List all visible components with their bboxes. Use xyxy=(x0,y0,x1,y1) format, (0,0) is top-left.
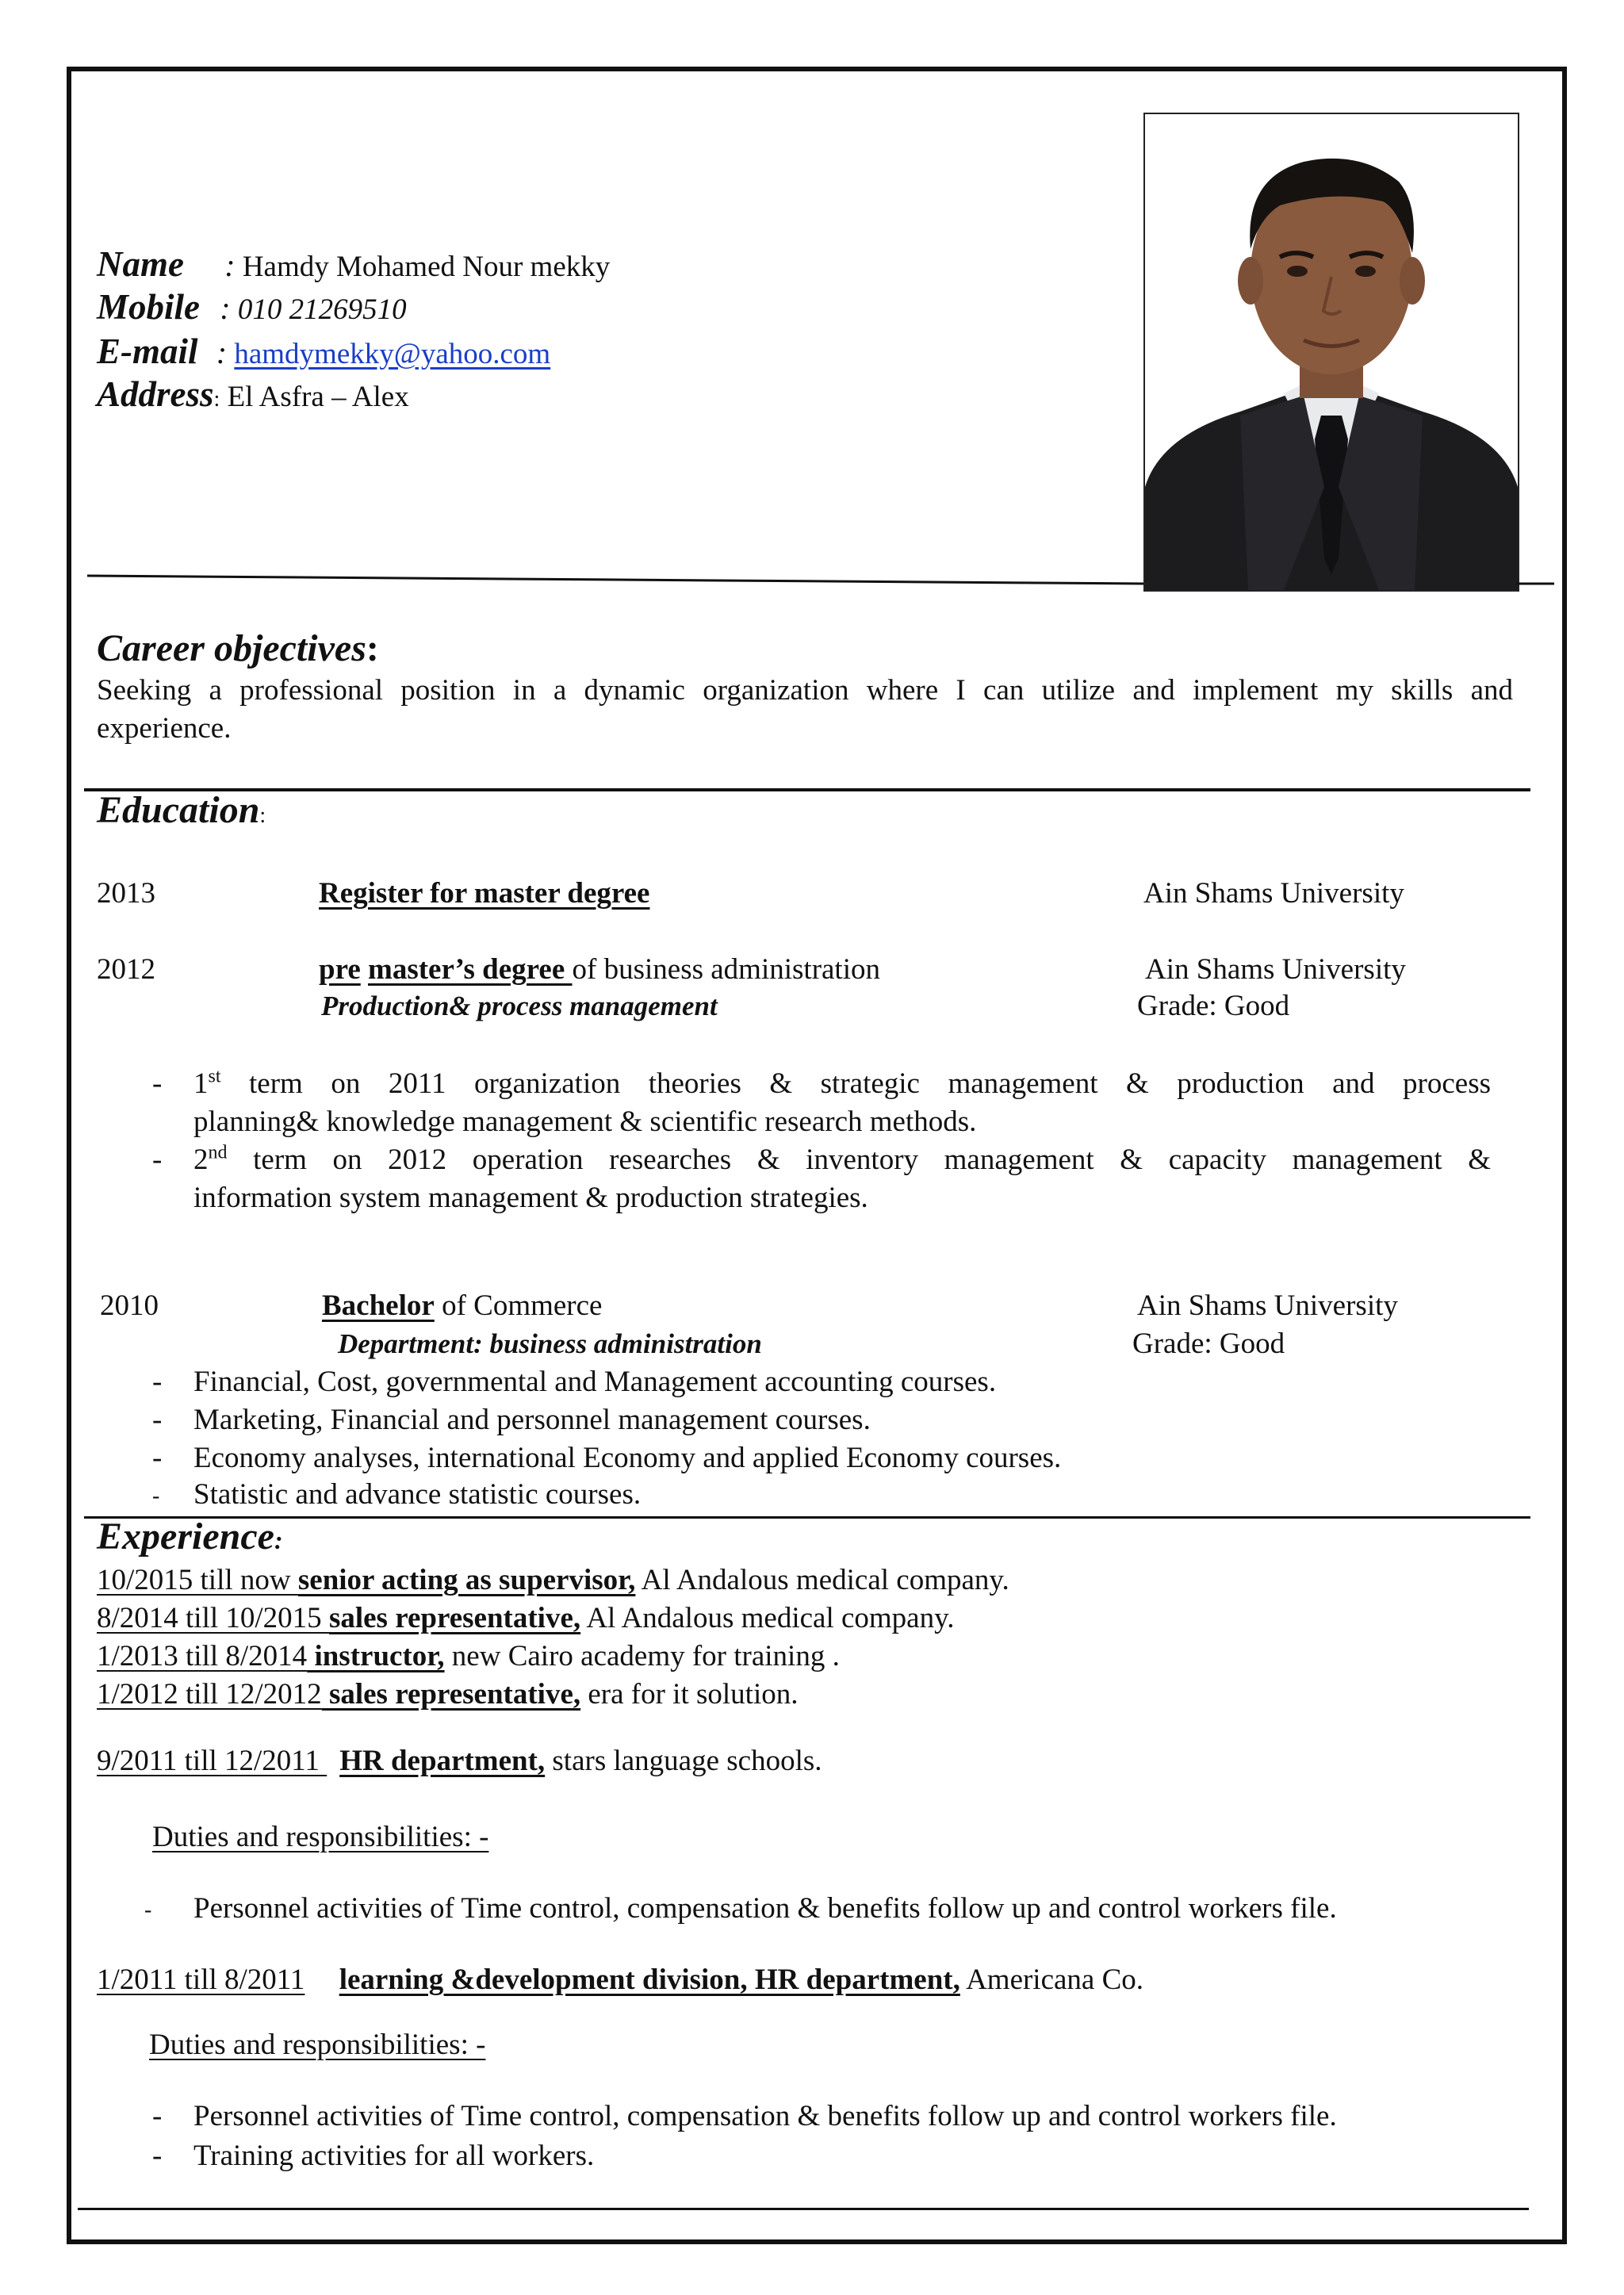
duties-1-item-1-dash: - xyxy=(144,1898,152,1922)
duties-1-label: Duties and responsibilities: - xyxy=(152,1821,489,1853)
job-6-period: 1/2011 till 8/2011 xyxy=(97,1964,305,1996)
edu-2012-bullet-1-line-1 xyxy=(193,1066,1491,1102)
edu-2010-institution: Ain Shams University xyxy=(1137,1289,1398,1322)
footer-divider xyxy=(78,2208,1529,2210)
edu-2012-bullet-2-line-2: information system management & production strategies. xyxy=(193,1182,868,1214)
job-3-company: new Cairo academy for training . xyxy=(444,1640,840,1672)
edu-2010-bullet-4: Statistic and advance statistic courses. xyxy=(193,1478,642,1511)
edu-2013-institution: Ain Shams University xyxy=(1143,877,1404,910)
edu-2013-title: Register for master degree xyxy=(319,877,650,910)
edu-2012-year: 2012 xyxy=(97,953,155,986)
job-1-role: senior acting as supervisor, xyxy=(297,1564,636,1596)
edu-2010-bullet-3: Economy analyses, international Economy and applied Economy courses. xyxy=(193,1442,1062,1474)
edu-2012-bullet-1-sup: st xyxy=(208,1066,221,1087)
edu-2012-bullet-2-dash: - xyxy=(152,1144,163,1176)
job-3-period: 1/2013 till 8/2014 xyxy=(97,1640,308,1672)
edu-2010-bullet-2: Marketing, Financial and personnel management courses. xyxy=(193,1404,871,1436)
job-3-role: instructor, xyxy=(307,1640,445,1672)
experience-divider xyxy=(84,1516,1530,1519)
edu-2010-title-main: Bachelor xyxy=(322,1289,435,1322)
mobile-row xyxy=(97,289,407,328)
job-1 xyxy=(97,1562,1009,1599)
job-5-period: 9/2011 till 12/2011 xyxy=(97,1745,327,1777)
edu-2010-bullet-1: Financial, Cost, governmental and Management accounting courses. xyxy=(193,1366,997,1398)
job-2-company: Al Andalous medical company. xyxy=(580,1602,955,1634)
job-6-company: Americana Co. xyxy=(959,1964,1144,1996)
job-3 xyxy=(97,1638,840,1675)
address-row xyxy=(97,376,409,418)
mobile-value: 010 21269510 xyxy=(237,293,407,326)
job-1-period: 10/2015 till now xyxy=(97,1564,298,1596)
edu-2012-bullet-2-line-1 xyxy=(193,1142,1491,1178)
profile-photo xyxy=(1143,113,1519,592)
job-4-role: sales representative, xyxy=(321,1678,581,1711)
profile-photo-icon xyxy=(1145,114,1518,590)
job-4 xyxy=(97,1676,798,1713)
address-colon: : xyxy=(213,387,220,412)
email-colon: : xyxy=(216,335,228,370)
edu-2012-bullet-1-num: 1 xyxy=(193,1067,209,1100)
duties-2-item-2: Training activities for all workers. xyxy=(193,2140,595,2172)
edu-2010-department: Department: business administration xyxy=(338,1328,762,1359)
experience-heading xyxy=(97,1515,283,1558)
job-4-company: era for it solution. xyxy=(580,1678,799,1711)
edu-2010-title xyxy=(322,1288,602,1324)
edu-2010-bullet-3-dash: - xyxy=(152,1442,163,1474)
job-2-role: sales representative, xyxy=(328,1602,581,1634)
edu-2010-bullet-4-dash: - xyxy=(152,1484,160,1508)
job-6 xyxy=(97,1962,1143,1998)
email-link[interactable]: hamdymekky@yahoo.com xyxy=(234,338,551,370)
education-heading-text: Education xyxy=(97,789,260,831)
job-2 xyxy=(97,1600,954,1637)
edu-2012-title-b: master’s degree xyxy=(368,953,573,986)
edu-2012-title-a: pre xyxy=(319,953,361,986)
email-label: E-mail xyxy=(97,331,198,371)
name-row xyxy=(97,246,610,285)
mobile-label: Mobile xyxy=(97,287,200,327)
edu-2012-title xyxy=(319,952,880,988)
edu-2010-grade: Grade: Good xyxy=(1132,1328,1285,1360)
career-line-1: Seeking a professional position in a dynamic organization where I can utilize and implement my skills and xyxy=(97,674,1513,707)
career-line-2: experience. xyxy=(97,712,232,745)
name-label: Name xyxy=(97,244,184,284)
edu-2013-year: 2013 xyxy=(97,877,155,910)
address-label: Address xyxy=(97,374,214,414)
duties-2-label: Duties and responsibilities: - xyxy=(149,2029,486,2061)
edu-2010-bullet-1-dash: - xyxy=(152,1366,163,1398)
duties-2-item-1-dash: - xyxy=(152,2100,163,2132)
career-heading xyxy=(97,626,379,670)
edu-2010-bullet-2-dash: - xyxy=(152,1404,163,1436)
job-5-company: stars language schools. xyxy=(545,1745,822,1777)
edu-2012-specialization: Production& process management xyxy=(321,990,718,1021)
duties-2-item-1: Personnel activities of Time control, compensation & benefits follow up and control workers file. xyxy=(193,2100,1337,2132)
edu-2012-bullet-1-dash: - xyxy=(152,1067,163,1100)
experience-heading-text: Experience xyxy=(97,1515,274,1557)
job-1-company: Al Andalous medical company. xyxy=(635,1564,1009,1596)
education-heading-colon: : xyxy=(259,803,266,828)
edu-2012-bullet-2-sup: nd xyxy=(208,1142,228,1163)
edu-2012-title-rest: of business administration xyxy=(572,953,880,986)
edu-2012-bullet-2-text: term on 2012 operation researches & inventory management & capacity management & xyxy=(227,1144,1491,1176)
job-2-period: 8/2014 till 10/2015 xyxy=(97,1602,329,1634)
edu-2010-title-rest: of Commerce xyxy=(434,1289,603,1322)
experience-heading-colon: : xyxy=(274,1526,283,1554)
career-heading-text: Career objectives xyxy=(97,627,366,669)
job-5-role: HR department, xyxy=(339,1745,546,1777)
education-heading xyxy=(97,788,266,832)
address-value: El Asfra – Alex xyxy=(227,381,409,413)
education-divider xyxy=(84,788,1530,791)
career-heading-colon: : xyxy=(366,627,379,669)
edu-2010-year: 2010 xyxy=(100,1289,159,1322)
edu-2012-grade: Grade: Good xyxy=(1137,990,1290,1022)
job-5 xyxy=(97,1743,822,1780)
email-row xyxy=(97,333,550,373)
name-colon: : xyxy=(224,247,236,283)
edu-2012-bullet-1-text: term on 2011 organization theories & strategic management & production and process xyxy=(220,1067,1491,1100)
header-divider xyxy=(87,571,1554,590)
duties-1-item-1: Personnel activities of Time control, compensation & benefits follow up and control workers file. xyxy=(193,1892,1337,1925)
edu-2012-bullet-2-num: 2 xyxy=(193,1144,209,1176)
edu-2012-institution: Ain Shams University xyxy=(1145,953,1406,986)
job-4-period: 1/2012 till 12/2012 xyxy=(97,1678,322,1711)
name-value: Hamdy Mohamed Nour mekky xyxy=(242,251,611,283)
job-6-role: learning &development division, HR department, xyxy=(339,1964,960,1996)
mobile-colon: : xyxy=(220,290,231,326)
duties-2-item-2-dash: - xyxy=(152,2140,163,2172)
edu-2012-bullet-1-line-2: planning& knowledge management & scientific research methods. xyxy=(193,1105,977,1138)
